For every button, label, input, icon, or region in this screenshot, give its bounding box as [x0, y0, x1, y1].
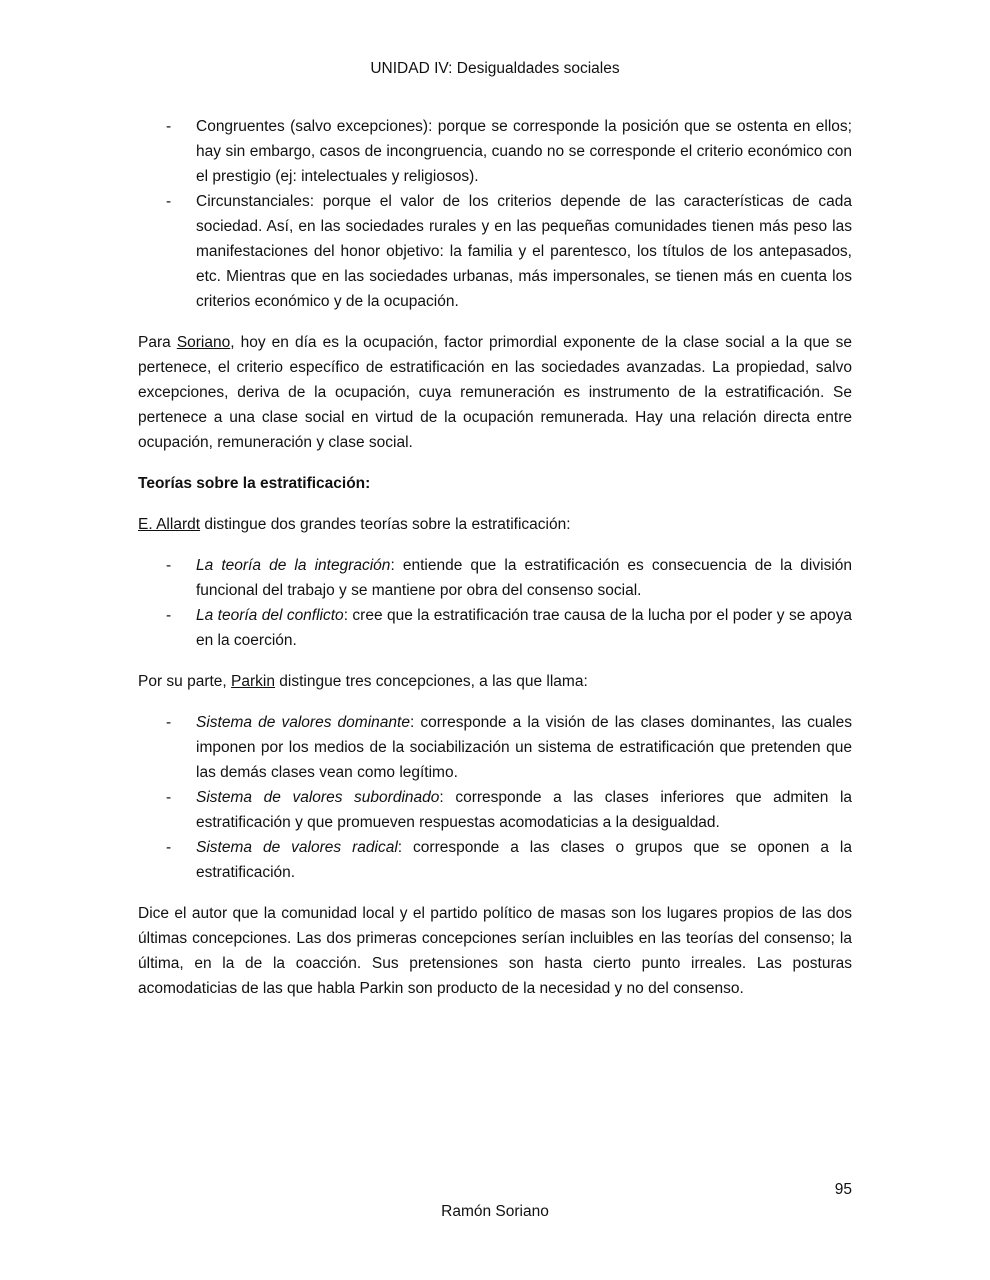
list-item [138, 785, 852, 835]
list-item-text: : corresponde a la visión de las clases dominantes, las cuales imponen por los medios de la sociabilización un sistema de estratificación que pretenden que las demás clases vean como legítimo. [196, 714, 852, 781]
paragraph-text: , hoy en día es la ocupación, factor primordial exponente de la clase social a la que se pertenece, el criterio específico de estratificación en las sociedades avanzadas. La propiedad, salvo excepciones, deriva de la ocupación, cuya remuneración es instrumento de la estratificación. Se pertenece a una clase social en virtud de la ocupación remunerada. Hay una relación directa entre ocupación, remuneración y clase social. [138, 334, 852, 451]
list-item-text: : entiende que la estratificación es consecuencia de la división funcional del trabajo y se mantiene por obra del consenso social. [196, 557, 852, 599]
bullet-dash: - [166, 714, 172, 731]
soriano-paragraph [138, 330, 852, 455]
page-header: UNIDAD IV: Desigualdades sociales [370, 60, 620, 77]
allardt-theories-list [138, 553, 852, 653]
bullet-dash: - [166, 118, 172, 135]
list-item [138, 114, 852, 189]
bullet-dash: - [166, 607, 172, 624]
paragraph-prefix: Por su parte, [138, 673, 232, 690]
list-item-text: : corresponde a las clases inferiores que admiten la estratificación y que promueven respuestas acomodaticias a la desigualdad. [196, 789, 853, 831]
author-reference-soriano: Soriano [176, 334, 231, 351]
list-item-text: Circunstanciales: porque el valor de los criterios depende de las características de cada sociedad. Así, en las sociedades rurales y en las pequeñas comunidades tienen más peso las manifestaciones del honor objetivo: la familia y el parentesco, los títulos de los antepasados, etc. Mientras que en las sociedades urbanas, más impersonales, se tienen más en cuenta los criterios económico y de la ocupación. [196, 193, 852, 310]
bullet-dash: - [166, 557, 172, 574]
parkin-conceptions-list [138, 710, 852, 885]
author-reference-allardt: E. Allardt [138, 516, 201, 533]
bullet-dash: - [166, 789, 172, 806]
bullet-dash: - [166, 839, 172, 856]
list-item [138, 553, 852, 603]
paragraph-text: distingue dos grandes teorías sobre la estratificación: [200, 516, 571, 533]
list-item-text: : corresponde a las clases o grupos que se oponen a la estratificación. [196, 839, 852, 881]
list-item-text: Congruentes (salvo excepciones): porque se corresponde la posición que se ostenta en ellos; hay sin embargo, casos de incongruencia, cuando no se corresponde el criterio económico con el prestigio (ej: intelectuales y religiosos). [196, 118, 852, 185]
list-item-term: Sistema de valores radical [196, 839, 398, 856]
allardt-paragraph [138, 512, 852, 537]
list-item [138, 189, 852, 314]
page-footer-author: Ramón Soriano [441, 1203, 549, 1220]
paragraph-text: distingue tres concepciones, a las que llama: [274, 673, 588, 690]
list-item-text: : cree que la estratificación trae causa de la lucha por el poder y se apoya en la coerción. [196, 607, 853, 649]
list-item-term: Sistema de valores dominante [196, 714, 410, 731]
list-item-term: La teoría de la integración [196, 557, 391, 574]
closing-paragraph: Dice el autor que la comunidad local y el partido político de masas son los lugares propios de las dos últimas concepciones. Las dos primeras concepciones serían incluibles en las teorías del consenso; la última, en la de la coacción. Sus pretensiones son hasta cierto punto irreales. Las posturas acomodaticias de las que habla Parkin son producto de la necesidad y no del consenso. [138, 905, 852, 997]
criteria-list [138, 114, 852, 314]
list-item-term: Sistema de valores subordinado [196, 789, 440, 806]
list-item [138, 603, 852, 653]
list-item [138, 835, 852, 885]
list-item-term: La teoría del conflicto [196, 607, 344, 624]
parkin-paragraph [138, 669, 852, 694]
document-body [138, 114, 852, 1001]
section-heading: Teorías sobre la estratificación: [138, 475, 371, 492]
bullet-dash: - [166, 193, 172, 210]
list-item [138, 710, 852, 785]
paragraph-prefix: Para [138, 334, 177, 351]
page-number: 95 [834, 1181, 852, 1198]
author-reference-parkin: Parkin [231, 673, 275, 690]
